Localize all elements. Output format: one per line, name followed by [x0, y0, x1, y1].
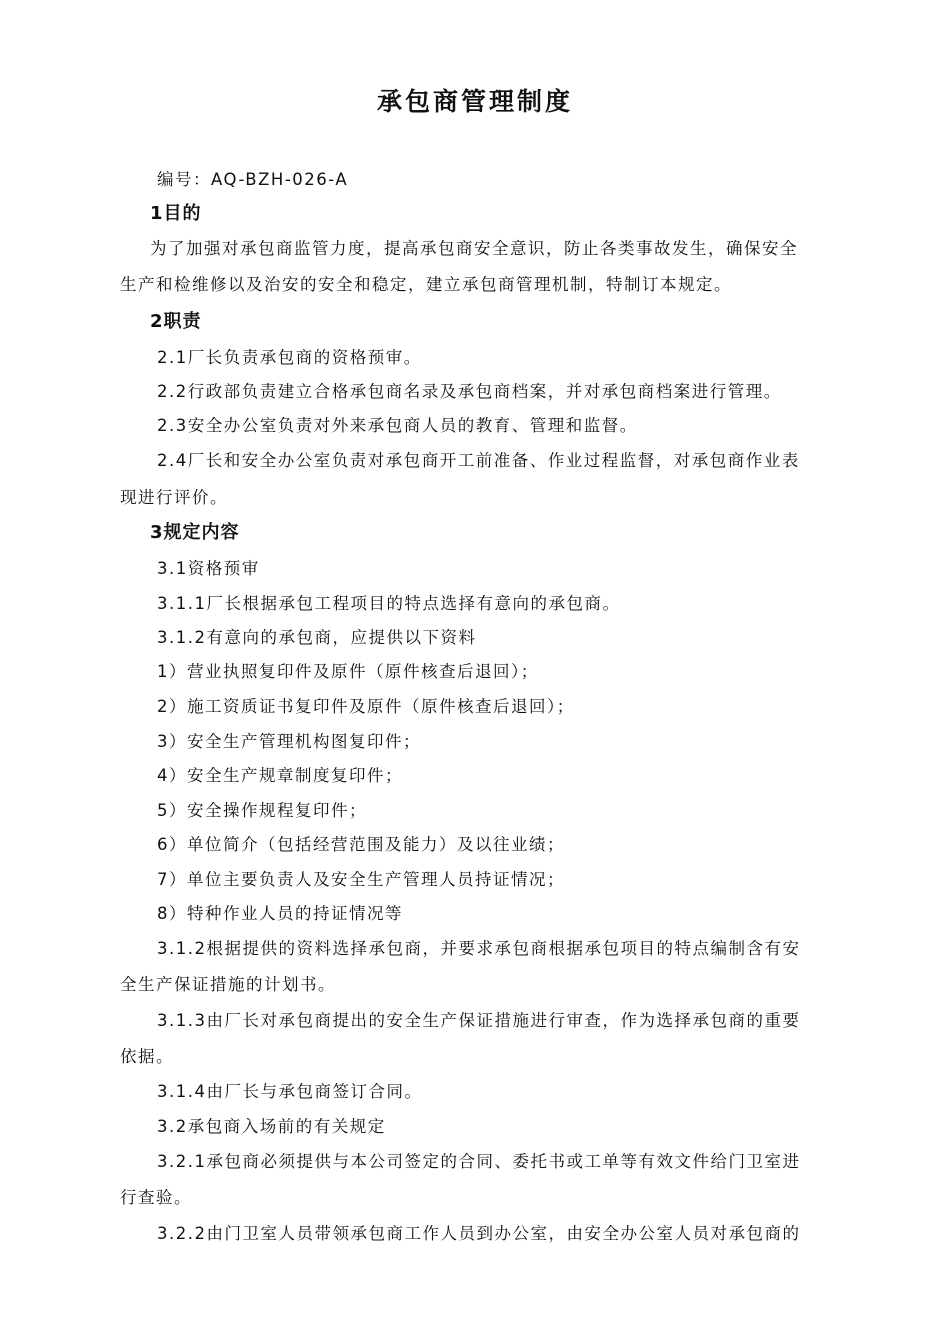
section-2-heading: 2职责 [150, 311, 202, 332]
list-item: 2）施工资质证书复印件及原件（原件核查后退回）； [157, 697, 575, 716]
paragraph-line: 3.1.2根据提供的资料选择承包商，并要求承包商根据承包项目的特点编制含有安 [157, 939, 801, 958]
subsection-heading: 3.2承包商入场前的有关规定 [157, 1117, 386, 1136]
document-title: 承包商管理制度 [376, 87, 573, 116]
list-item: 3）安全生产管理机构图复印件； [157, 732, 421, 751]
paragraph-line: 为了加强对承包商监管力度，提高承包商安全意识，防止各类事故发生，确保安全 [150, 239, 798, 258]
paragraph-line: 2.4厂长和安全办公室负责对承包商开工前准备、作业过程监督，对承包商作业表 [157, 451, 800, 470]
list-item: 7）单位主要负责人及安全生产管理人员持证情况； [157, 870, 565, 889]
list-item: 8）特种作业人员的持证情况等 [157, 904, 403, 923]
paragraph-line: 2.3安全办公室负责对外来承包商人员的教育、管理和监督。 [157, 416, 638, 435]
paragraph-line: 3.2.2由门卫室人员带领承包商工作人员到办公室，由安全办公室人员对承包商的 [157, 1224, 801, 1243]
list-item: 1）营业执照复印件及原件（原件核查后退回）； [157, 662, 539, 681]
paragraph-line: 3.2.1承包商必须提供与本公司签定的合同、委托书或工单等有效文件给门卫室进 [157, 1152, 801, 1171]
paragraph-line: 2.1厂长负责承包商的资格预审。 [157, 348, 422, 367]
paragraph-line: 依据。 [120, 1047, 174, 1066]
doc-number: 编号：AQ-BZH-026-A [157, 170, 349, 189]
section-3-heading: 3规定内容 [150, 522, 240, 543]
subsection-heading: 3.1资格预审 [157, 559, 260, 578]
paragraph-line: 行查验。 [120, 1188, 192, 1207]
list-item: 5）安全操作规程复印件； [157, 801, 367, 820]
list-item: 4）安全生产规章制度复印件； [157, 766, 403, 785]
list-item: 6）单位简介（包括经营范围及能力）及以往业绩； [157, 835, 565, 854]
paragraph-line: 2.2行政部负责建立合格承包商名录及承包商档案，并对承包商档案进行管理。 [157, 382, 782, 401]
paragraph-line: 3.1.4由厂长与承包商签订合同。 [157, 1082, 423, 1101]
paragraph-line: 现进行评价。 [120, 488, 228, 507]
paragraph-line: 3.1.2有意向的承包商，应提供以下资料 [157, 628, 477, 647]
paragraph-line: 3.1.3由厂长对承包商提出的安全生产保证措施进行审查，作为选择承包商的重要 [157, 1011, 801, 1030]
paragraph-line: 全生产保证措施的计划书。 [120, 975, 336, 994]
section-1-heading: 1目的 [150, 203, 202, 224]
paragraph-line: 生产和检维修以及治安的安全和稳定，建立承包商管理机制，特制订本规定。 [120, 275, 732, 294]
paragraph-line: 3.1.1厂长根据承包工程项目的特点选择有意向的承包商。 [157, 594, 621, 613]
